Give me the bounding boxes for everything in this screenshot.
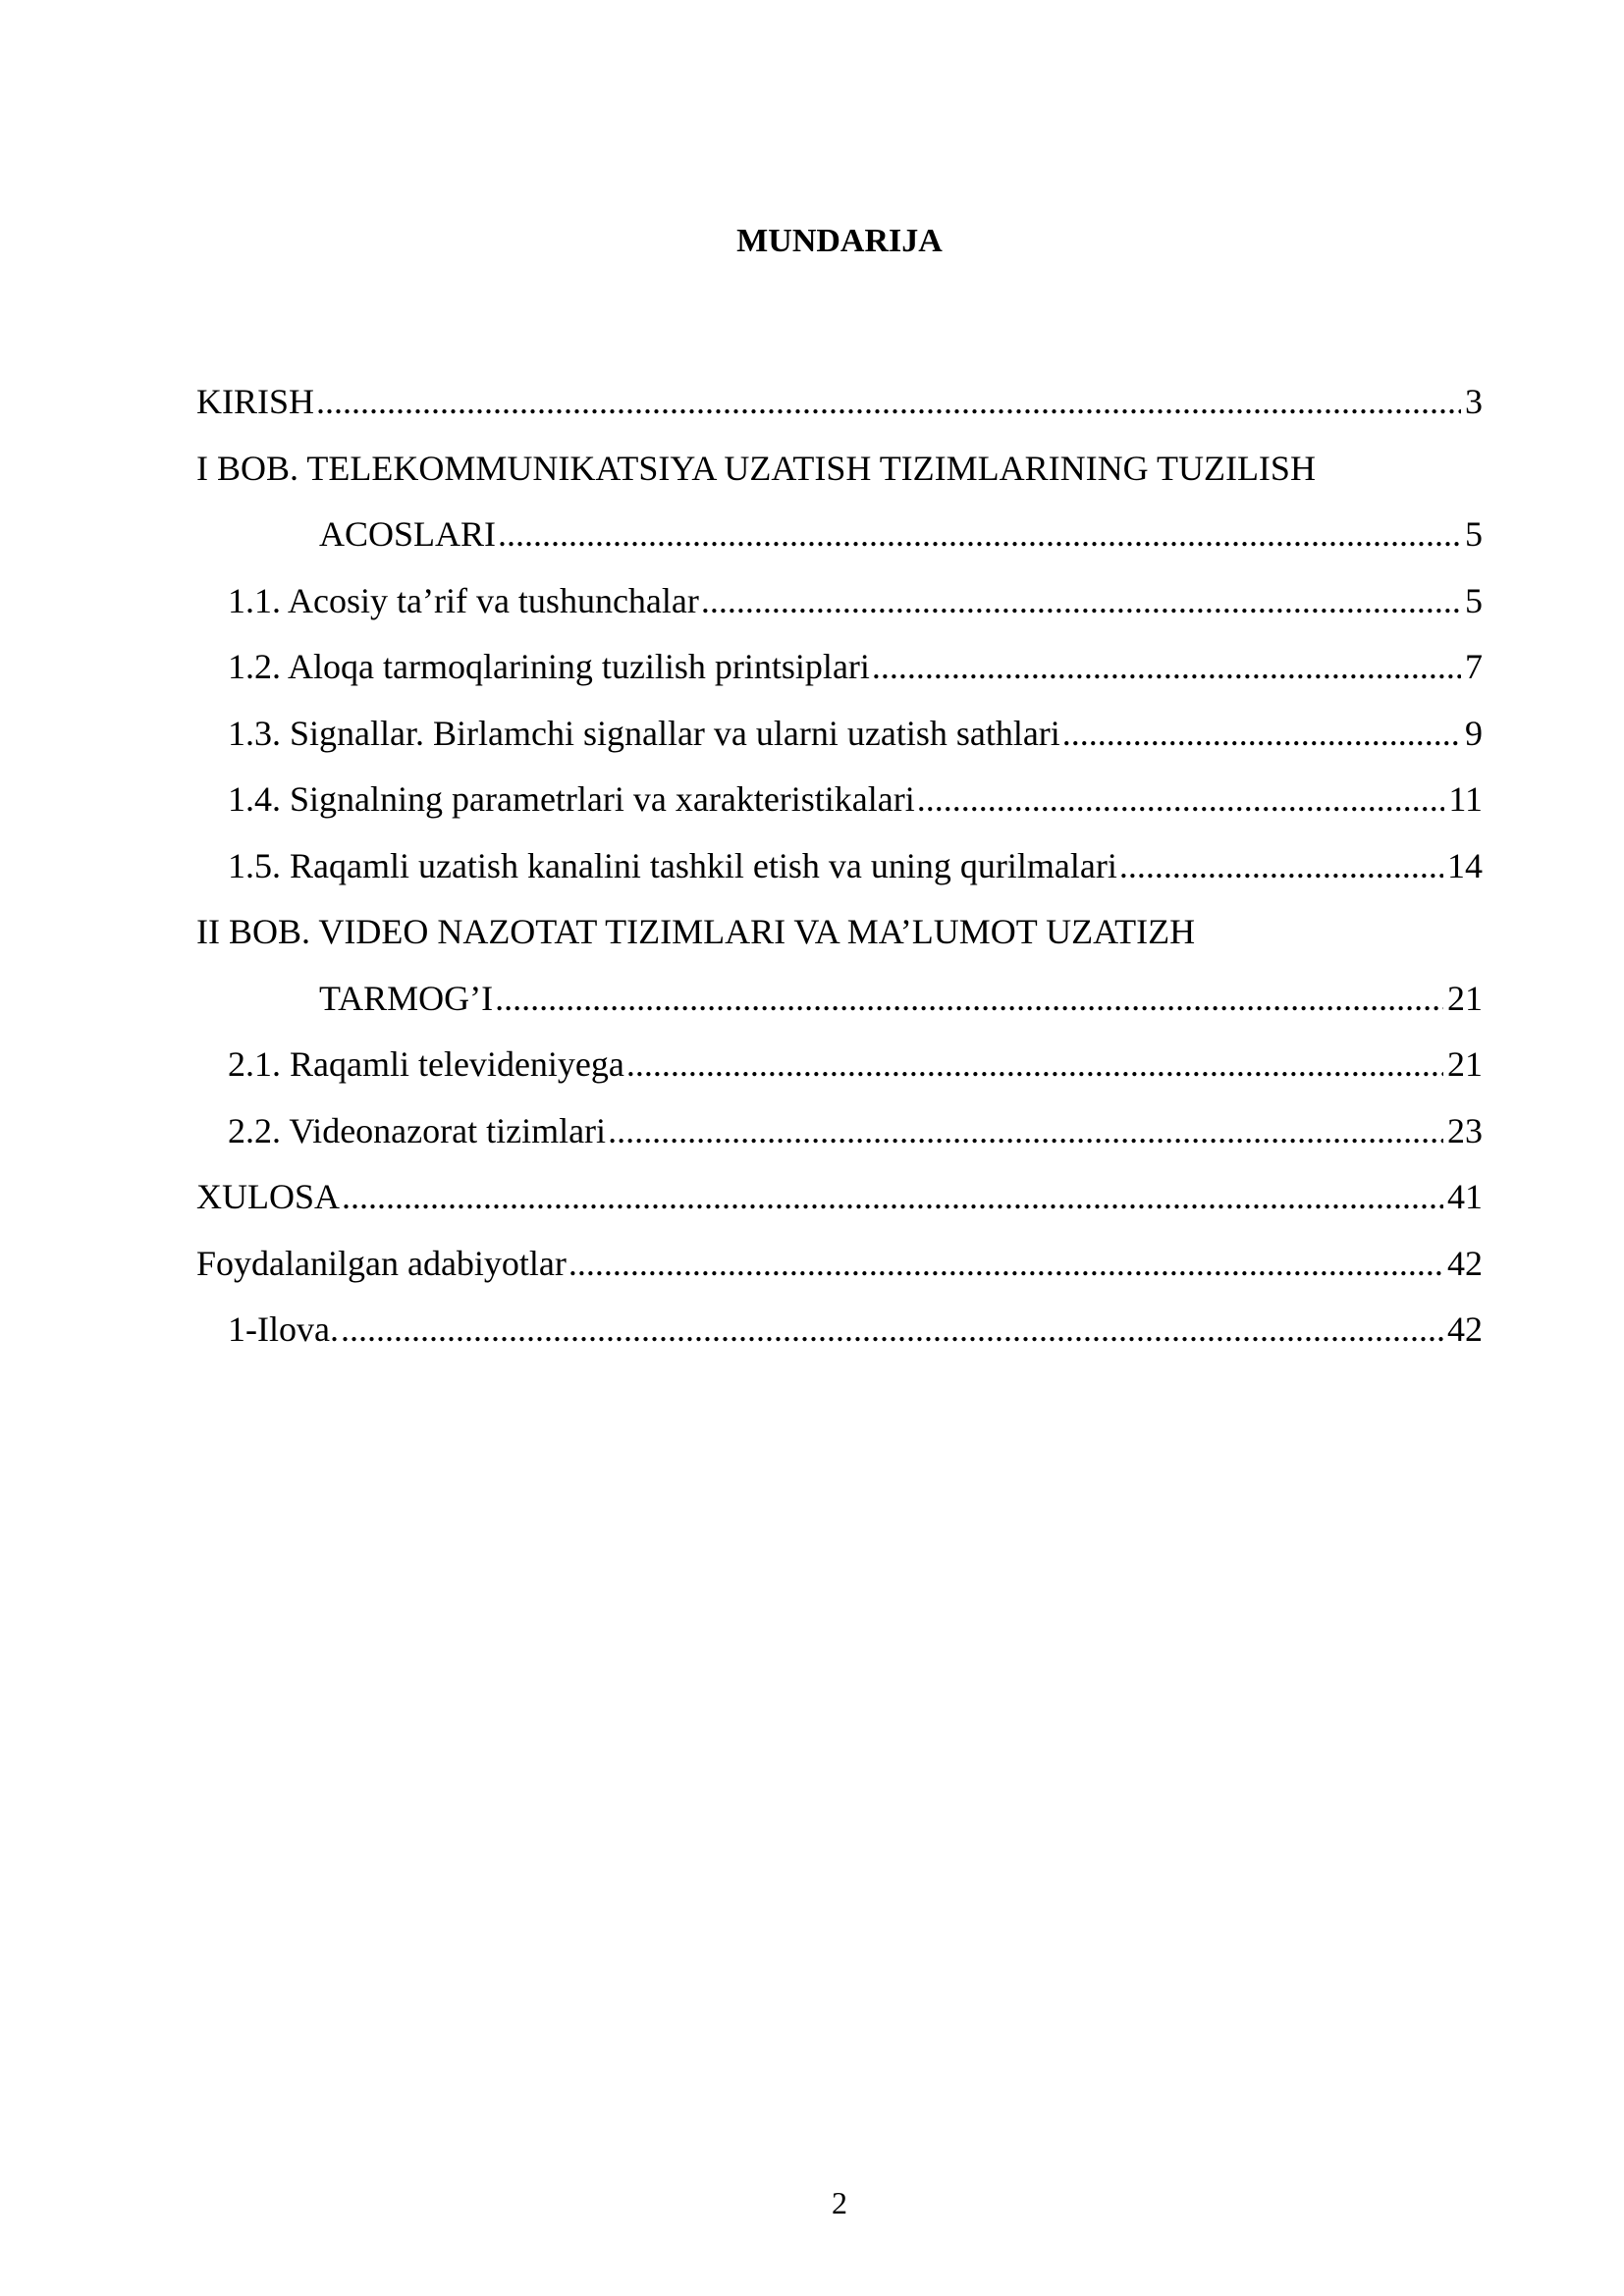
toc-entry-1-2[interactable]	[196, 634, 1483, 701]
toc-entry-chapter-1-heading[interactable]	[196, 436, 1483, 503]
toc-dot-leader	[1062, 701, 1461, 768]
toc-entry-page: 9	[1465, 713, 1483, 753]
toc-entry-label: 1.5. Raqamli uzatish kanalini tashkil etish va uning qurilmalari	[228, 845, 1117, 885]
toc-entry-label: II BOB. VIDEO NAZOTAT TIZIMLARI VA MA’LUMOT UZATIZH	[196, 912, 1196, 951]
toc-entry-label: XULOSA	[196, 1177, 341, 1216]
toc-entry-chapter-2-heading[interactable]	[196, 899, 1483, 966]
toc-entry-label: 1.1. Acosiy ta’rif va tushunchalar	[228, 580, 699, 620]
toc-dot-leader	[626, 1032, 1443, 1098]
table-of-contents	[196, 369, 1483, 1363]
toc-dot-leader	[498, 502, 1461, 568]
toc-entry-1-1[interactable]	[196, 568, 1483, 635]
toc-entry-label: I BOB. TELEKOMMUNIKATSIYA UZATISH TIZIMLARINING TUZILISH	[196, 448, 1316, 488]
page-title: MUNDARIJA	[736, 223, 943, 259]
toc-dot-leader	[316, 369, 1461, 436]
toc-entry-page: 42	[1447, 1309, 1483, 1349]
toc-entry-page: 3	[1465, 382, 1483, 421]
toc-entry-page: 21	[1447, 978, 1483, 1018]
toc-entry-2-1[interactable]	[196, 1032, 1483, 1098]
toc-entry-page: 41	[1447, 1177, 1483, 1216]
toc-dot-leader	[568, 1231, 1443, 1298]
toc-entry-2-2[interactable]	[196, 1098, 1483, 1165]
toc-entry-label: Foydalanilgan adabiyotlar	[196, 1243, 567, 1283]
toc-entry-page: 7	[1465, 647, 1483, 686]
toc-entry-page: 5	[1465, 514, 1483, 554]
toc-entry-label: 1.2. Aloqa tarmoqlarining tuzilish printsiplari	[228, 647, 870, 686]
toc-entry-label: TARMOG’I	[319, 978, 494, 1018]
toc-entry-label: ACOSLARI	[319, 514, 497, 554]
toc-entry-page: 14	[1447, 845, 1483, 885]
toc-entry-page: 11	[1448, 779, 1483, 819]
toc-entry-page: 5	[1465, 580, 1483, 620]
toc-dot-leader	[1119, 833, 1443, 900]
toc-entry-appendix-1[interactable]	[196, 1297, 1483, 1363]
toc-entry-page: 23	[1447, 1110, 1483, 1150]
toc-dot-leader	[495, 966, 1443, 1033]
page-number: 2	[832, 2185, 847, 2220]
toc-dot-leader	[342, 1164, 1443, 1231]
toc-entry-1-4[interactable]	[196, 767, 1483, 833]
toc-entry-1-5[interactable]	[196, 833, 1483, 900]
toc-entry-chapter-1[interactable]	[196, 502, 1483, 568]
toc-entry-label: 1.4. Signalning parametrlari va xarakteristikalari	[228, 779, 915, 819]
toc-entry-xulosa[interactable]	[196, 1164, 1483, 1231]
toc-dot-leader	[872, 634, 1461, 701]
toc-entry-chapter-2[interactable]	[196, 966, 1483, 1033]
toc-dot-leader	[608, 1098, 1443, 1165]
toc-entry-page: 42	[1447, 1243, 1483, 1283]
toc-entry-label: 2.1. Raqamli televideniyega	[228, 1044, 624, 1084]
toc-entry-references[interactable]	[196, 1231, 1483, 1298]
toc-entry-label: 1-Ilova.	[228, 1309, 339, 1349]
toc-dot-leader	[701, 568, 1461, 635]
toc-entry-1-3[interactable]	[196, 701, 1483, 768]
toc-entry-page: 21	[1447, 1044, 1483, 1084]
toc-entry-kirish[interactable]	[196, 369, 1483, 436]
toc-entry-label: 2.2. Videonazorat tizimlari	[228, 1110, 607, 1150]
toc-entry-label: 1.3. Signallar. Birlamchi signallar va ularni uzatish sathlari	[228, 713, 1060, 753]
toc-dot-leader	[341, 1297, 1443, 1363]
toc-entry-label: KIRISH	[196, 382, 315, 421]
toc-dot-leader	[917, 767, 1445, 833]
